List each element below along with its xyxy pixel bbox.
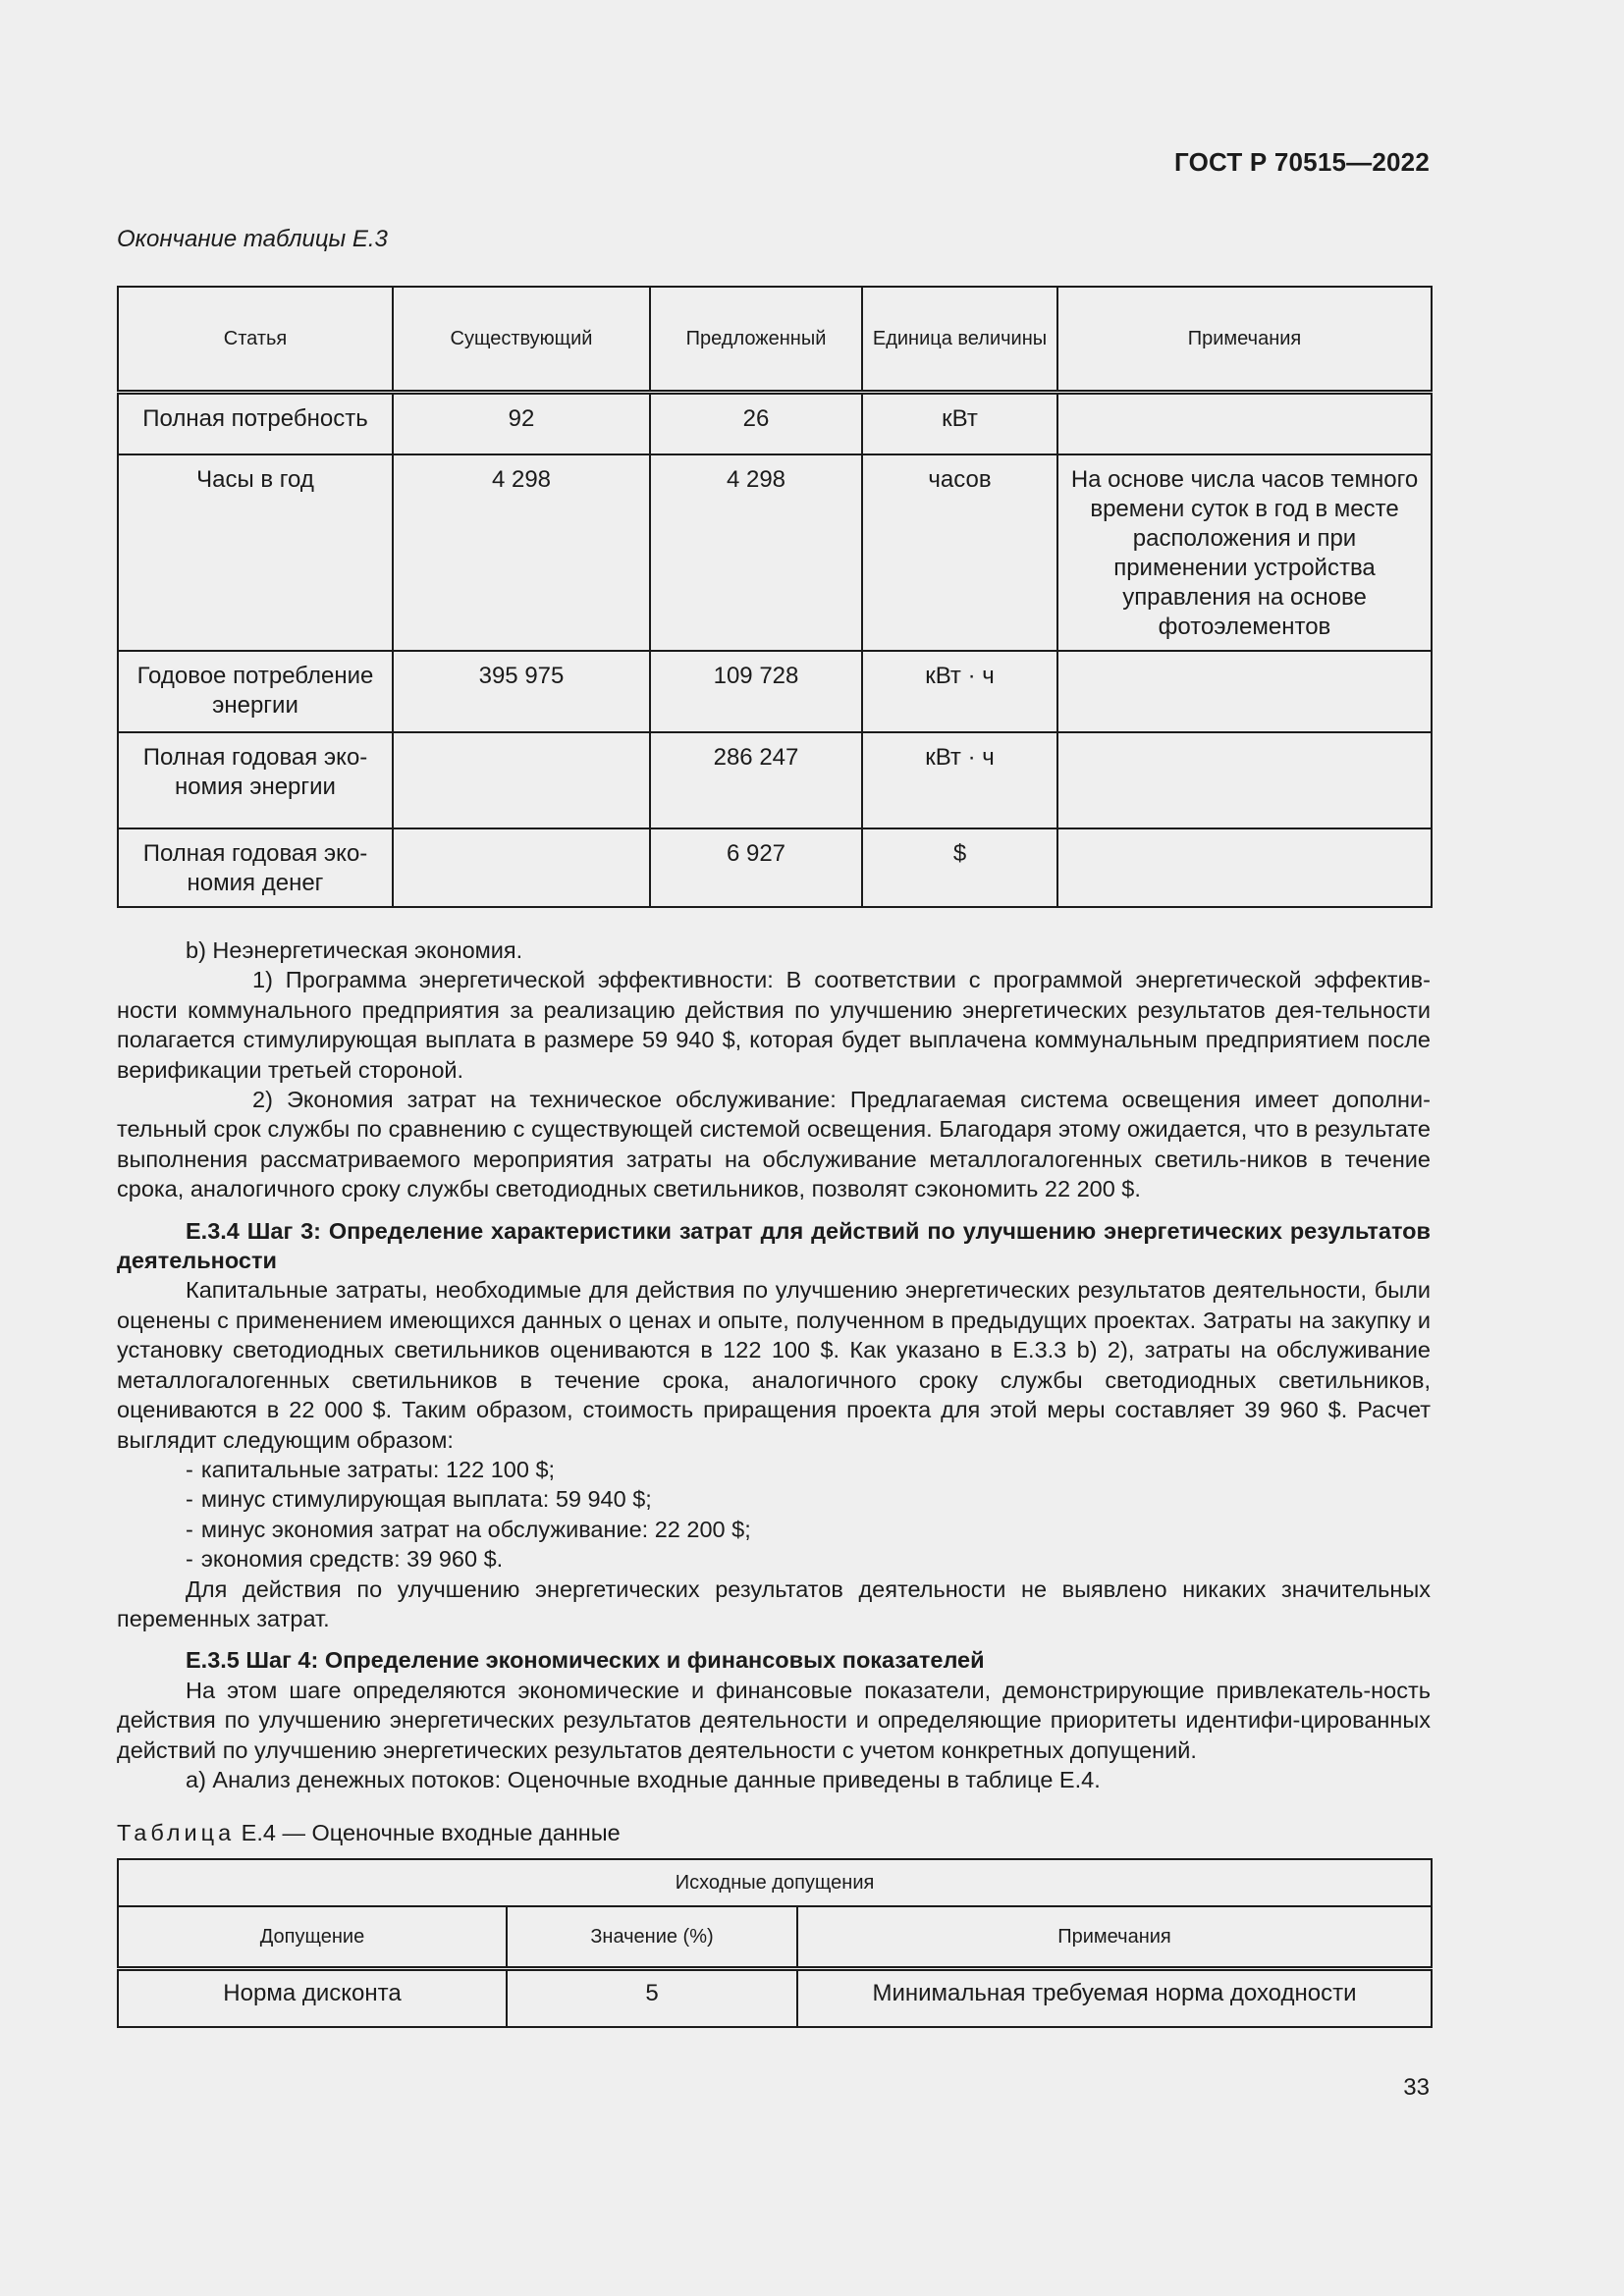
- column-header-unit: Единица величины: [862, 287, 1057, 393]
- paragraph-b2: 2) Экономия затрат на техническое обслуживание: Предлагаемая система освещения имеет дополни-тельный срок службы по сравнению с существующей системой освещения. Благодаря этому ожидается, что в результате выполнения рассматриваемого мероприятия затраты на обслуживание металлогалогенных светиль-ников в течение срока, аналогичного сроку службы светодиодных светильников, позволят сэкономить 22 200 $.: [117, 1087, 1431, 1202]
- list-item-text: минус стимулирующая выплата: 59 940 $;: [200, 1486, 652, 1513]
- list-item-text: экономия средств: 39 960 $.: [200, 1546, 504, 1573]
- table-row: [118, 1968, 1432, 2027]
- list-item: [117, 1515, 1431, 1544]
- paragraph-e35-intro: На этом шаге определяются экономические и финансовые показатели, демонстрирующие привлекатель-ность действия по улучшению энергетических результатов деятельности и определяющие приоритеты идентифи-цированных действий по улучшению энергетических результатов деятельности с учетом конкретных допущений.: [117, 1677, 1431, 1763]
- table-cell: Часы в год: [118, 454, 393, 651]
- table-e4-caption-text: Е.4 — Оценочные входные данные: [235, 1820, 621, 1846]
- section-heading-e35: [117, 1645, 1431, 1675]
- table-cell: Минимальная требуемая норма доходности: [797, 1968, 1432, 2027]
- table-continuation-caption: Окончание таблицы Е.3: [117, 226, 388, 252]
- table-cell: 4 298: [393, 454, 650, 651]
- list-item: [117, 1484, 1431, 1514]
- table-cell: [1057, 393, 1432, 454]
- paragraph-b-title: b) Неэнергетическая экономия.: [186, 937, 523, 963]
- table-row: [118, 454, 1432, 651]
- table-cell: кВт: [862, 393, 1057, 454]
- list-item: [117, 1455, 1431, 1484]
- table-cell: На основе числа часов темного времени суток в год в месте расположения и при применении устройства управления на основе фотоэлементов: [1057, 454, 1432, 651]
- column-header-notes: Примечания: [1057, 287, 1432, 393]
- page-number: 33: [1403, 2074, 1430, 2101]
- table-cell: Полная годовая эко-номия энергии: [118, 732, 393, 828]
- table-e4: [117, 1858, 1433, 2028]
- table-cell: кВт · ч: [862, 732, 1057, 828]
- column-header-article: Статья: [118, 287, 393, 393]
- column-header-value: Значение (%): [507, 1906, 797, 1969]
- column-header-existing: Существующий: [393, 287, 650, 393]
- table-cell: 109 728: [650, 651, 862, 732]
- list-item-text: капитальные затраты: 122 100 $;: [200, 1456, 556, 1482]
- column-header-assumption: Допущение: [118, 1906, 507, 1969]
- table-cell: 395 975: [393, 651, 650, 732]
- paragraph-e34-variable-costs: Для действия по улучшению энергетических результатов деятельности не выявлено никаких значительных переменных затрат.: [117, 1575, 1431, 1631]
- table-cell: Полная годовая эко-номия денег: [118, 828, 393, 907]
- list-dash: -: [186, 1546, 193, 1573]
- table-cell: Годовое потребление энергии: [118, 651, 393, 732]
- table-cell: [393, 732, 650, 828]
- table-row: [118, 828, 1432, 907]
- list-dash: -: [186, 1456, 193, 1482]
- section-heading-e34: [117, 1216, 1431, 1276]
- group-header-assumptions: Исходные допущения: [118, 1859, 1432, 1906]
- table-e3: [117, 286, 1433, 908]
- table-row: [118, 393, 1432, 454]
- document-number: ГОСТ Р 70515—2022: [1174, 147, 1430, 177]
- section-heading-e35-text: Е.3.5 Шаг 4: Определение экономических и финансовых показателей: [186, 1647, 985, 1674]
- table-row: [118, 732, 1432, 828]
- list-item-text: минус экономия затрат на обслуживание: 22 200 $;: [200, 1516, 751, 1542]
- column-header-proposed: Предложенный: [650, 287, 862, 393]
- table-e4-caption: [117, 1818, 1431, 1847]
- table-cell: 5: [507, 1968, 797, 2027]
- table-cell: [393, 828, 650, 907]
- table-cell: 26: [650, 393, 862, 454]
- table-header-row: [118, 287, 1432, 393]
- list-dash: -: [186, 1486, 193, 1513]
- paragraph-b1: 1) Программа энергетической эффективности: В соответствии с программой энергетической эффектив-ности коммунального предприятия за реализацию действия по улучшению энергетических результатов дея-тельности полагается стимулирующая выплата в размере 59 940 $, которая будет выплачена коммунальным предприятием после верификации третьей стороной.: [117, 967, 1431, 1083]
- table-cell: $: [862, 828, 1057, 907]
- table-cell: Полная потребность: [118, 393, 393, 454]
- section-heading-e34-text: Е.3.4 Шаг 3: Определение характеристики затрат для действий по улучшению энергетических результатов деятельности: [117, 1217, 1431, 1274]
- paragraph-e34-capital-costs: Капитальные затраты, необходимые для действия по улучшению энергетических результатов деятельности, были оценены с применением имеющихся данных о ценах и опыте, полученном в предыдущих проектах. Затраты на закупку и установку светодиодных светильников оцениваются в 122 100 $. Как указано в Е.3.3 b) 2), затраты на обслуживание металлогалогенных светильников в течение срока, аналогичного сроку службы светодиодных светильников, оцениваются в 22 000 $. Таким образом, стоимость приращения проекта для этой меры составляет 39 960 $. Расчет выглядит следующим образом:: [117, 1277, 1431, 1453]
- table-cell: 4 298: [650, 454, 862, 651]
- table-cell: [1057, 732, 1432, 828]
- table-cell: [1057, 828, 1432, 907]
- table-e4-caption-label: Таблица: [117, 1820, 236, 1846]
- table-cell: [1057, 651, 1432, 732]
- column-header-notes: Примечания: [797, 1906, 1432, 1969]
- table-cell: 92: [393, 393, 650, 454]
- list-item: [117, 1544, 1431, 1574]
- table-row: [118, 651, 1432, 732]
- body-text: [117, 935, 1431, 2028]
- table-cell: кВт · ч: [862, 651, 1057, 732]
- paragraph-e35-a: а) Анализ денежных потоков: Оценочные входные данные приведены в таблице Е.4.: [186, 1766, 1101, 1792]
- table-group-header-row: [118, 1859, 1432, 1906]
- list-dash: -: [186, 1516, 193, 1542]
- table-cell: 6 927: [650, 828, 862, 907]
- table-cell: 286 247: [650, 732, 862, 828]
- table-header-row: [118, 1906, 1432, 1969]
- table-cell: Норма дисконта: [118, 1968, 507, 2027]
- table-cell: часов: [862, 454, 1057, 651]
